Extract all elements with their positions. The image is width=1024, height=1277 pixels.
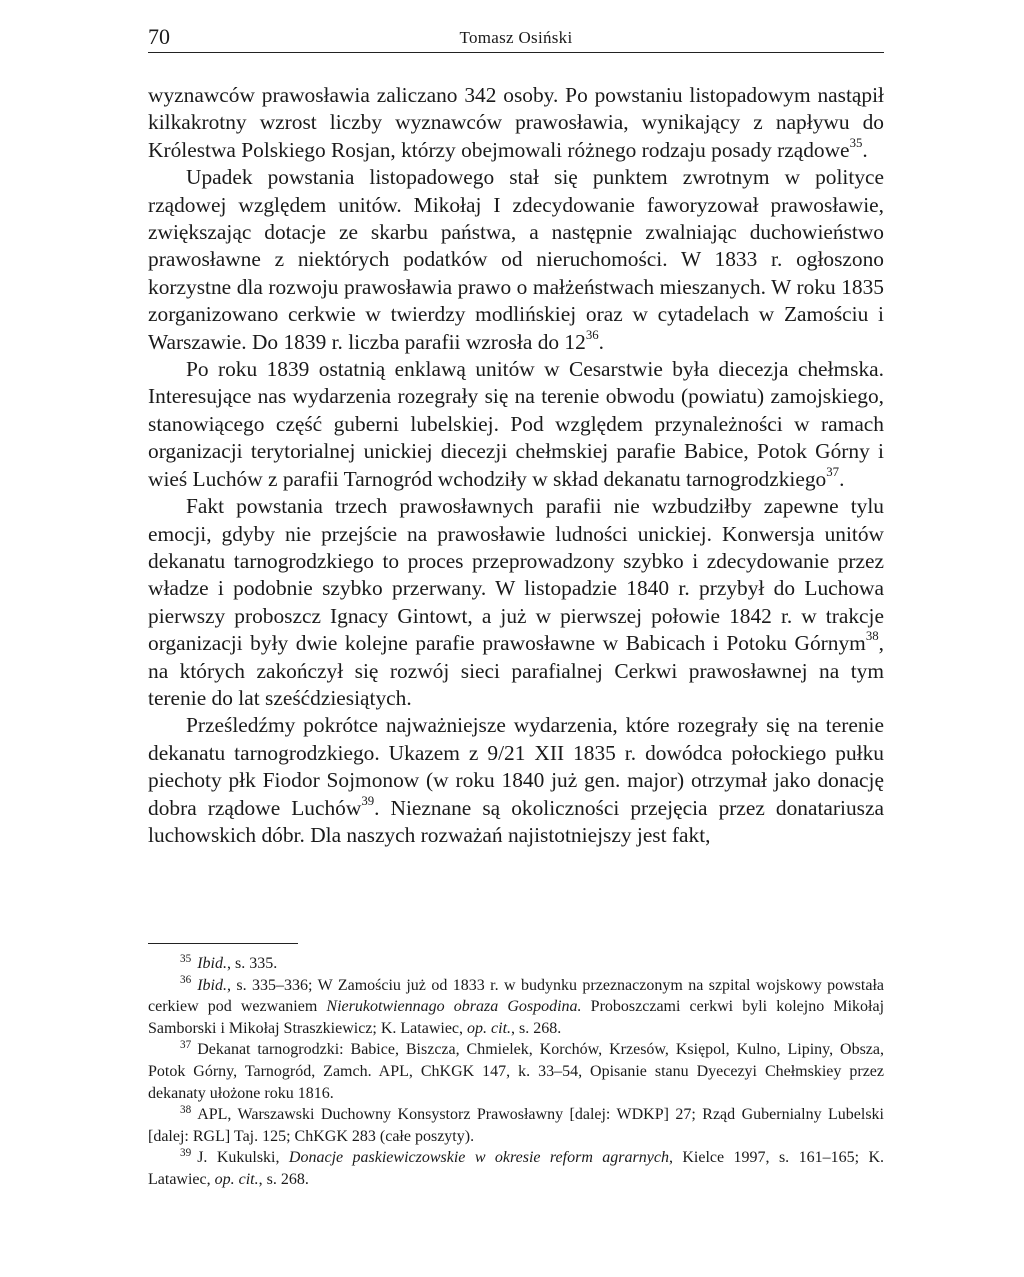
paragraph-text: , na których zakończył się rozwój sieci parafialnej Cerkwi prawosławnej na tym terenie do lat sześćdziesiątych.	[148, 631, 884, 710]
paragraph-text: Fakt powstania trzech prawosławnych parafii nie wzbudziłby zapewne tylu emocji, gdyby nie przejście na prawosławie ludności unickiej. Konwersja unitów dekanatu tarnogrodzkiego to proces przeprowadzony szybko i zdecydowanie przez władze i podobnie szybko przerwany. W listopadzie 1840 r. przybył do Luchowa pierwszy proboszcz Ignacy Gintowt, a już w pierwszej połowie 1842 r. w trakcje organizacji były dwie kolejne parafie prawosławne w Babicach i Potoku Górnym	[148, 494, 884, 656]
running-head: Tomasz Osiński	[459, 28, 573, 47]
footnote-text: Proboszczami cerkwi byli kolejno Mikołaj Samborski i Mikołaj Straszkiewicz; K. Latawiec,	[148, 998, 885, 1037]
footnote-ref: 39	[361, 793, 375, 808]
paragraph-text: Prześledźmy pokrótce najważniejsze wydarzenia, które rozegrały się na terenie dekanatu tarnogrodzkiego. Ukazem z 9/21 XII 1835 r. dowódca połockiego pułku piechoty płk Fiodor Sojmonow (w roku 1840 już gen. major) otrzymał jako donację dobra rządowe Luchów	[148, 713, 884, 820]
footnote	[148, 975, 884, 1040]
footnote-text: , Kielce 1997, s. 161–165; K. Latawiec,	[148, 1149, 885, 1188]
paragraph-text: .	[598, 329, 605, 354]
footnote-text: Dekanat tarnogrodzki: Babice, Biszcza, Chmielek, Korchów, Krzesów, Księpol, Kulno, Lipiny, Obsza, Potok Górny, Tarnogród, Zamch. APL, ChKGK 147, k. 33–54, Opisanie stanu Dyecezyi Chełmskiey przez dekanaty ułożone roku 1816.	[148, 1041, 884, 1102]
footnote-ref: 38	[865, 629, 879, 644]
footnote-text: , s. 268.	[511, 1019, 562, 1037]
main-text	[148, 82, 884, 849]
footnote-number: 38	[180, 1103, 192, 1116]
paragraph-text: .	[839, 466, 845, 491]
footnote-text: APL, Warszawski Duchowny Konsystorz Prawosławny [dalej: WDKP] 27; Rząd Gubernialny Lubelski [dalej: RGL] Taj. 125; ChKGK 283 (całe poszyty).	[148, 1106, 884, 1145]
footnote-italic: Donacje paskiewiczowskie w okresie reform agrarnych	[288, 1149, 669, 1167]
footnote-italic: op. cit.	[467, 1019, 512, 1037]
paragraph	[148, 712, 884, 849]
footnote-number: 36	[180, 974, 192, 987]
footnote-ref: 36	[585, 327, 599, 342]
footnote	[148, 953, 884, 975]
paragraph-text: Po roku 1839 ostatnią enklawą unitów w Cesarstwie była diecezja chełmska. Interesujące nas wydarzenia rozegrały się na terenie obwodu (powiatu) zamojskiego, stanowiącego część guberni lubelskiej. Pod względem przynależności w ramach organizacji terytorialnej unickiej diecezji chełmskiej parafie Babice, Potok Górny i wieś Luchów z parafii Tarnogród wchodziły w skład dekanatu tarnogrodzkiego	[148, 357, 884, 491]
footnote-ref: 35	[849, 135, 863, 150]
footnote-italic: Nierukotwiennago obraza Gospodina.	[326, 998, 582, 1016]
footnote	[148, 1147, 884, 1190]
footnote-text: J. Kukulski,	[197, 1149, 289, 1167]
footnotes	[148, 953, 884, 1191]
paragraph-text: Upadek powstania listopadowego stał się punktem zwrotnym w polityce rządowej względem unitów. Mikołaj I zdecydowanie faworyzował prawosławie, zwiększając dotacje ze skarbu państwa, a następnie zwalniając duchowieństwo prawosławne z niektórych podatków od nieruchomości. W 1833 r. ogłoszono korzystne dla rozwoju prawosławia prawo o małżeństwach mieszanych. W roku 1835 zorganizowano cerkwie w twierdzy modlińskiej oraz w cytadelach w Zamościu i Warszawie. Do 1839 r. liczba parafii wzrosła do 12	[148, 165, 884, 354]
footnote-number: 39	[180, 1147, 192, 1160]
page-header	[148, 26, 884, 53]
paragraph	[148, 164, 884, 356]
paragraph-text: .	[862, 137, 868, 162]
footnote	[148, 1039, 884, 1104]
footnote-separator	[148, 943, 298, 944]
footnote-number: 35	[180, 952, 192, 965]
paragraph-text: . Nieznane są okoliczności przejęcia przez donatariusza luchowskich dóbr. Dla naszych rozważań najistotniejszy jest fakt,	[148, 795, 884, 847]
footnote-italic: Ibid.	[197, 976, 227, 994]
footnote-number: 37	[180, 1039, 192, 1052]
paragraph-text: wyznawców prawosławia zaliczano 342 osoby. Po powstaniu listopadowym nastąpił kilkakrotny wzrost liczby wyznawców prawosławia, wynikający z napływu do Królestwa Polskiego Rosjan, którzy obejmowali różnego rodzaju posady rządowe	[148, 83, 884, 162]
footnote-ref: 37	[826, 464, 840, 479]
paragraph	[148, 356, 884, 493]
footnote-italic: op. cit.	[214, 1170, 259, 1188]
footnote	[148, 1104, 884, 1147]
footnote-text: , s. 335–336; W Zamościu już od 1833 r. w budynku przeznaczonym na szpital wojskowy powstała cerkiew pod wezwaniem	[148, 976, 884, 1016]
paragraph	[148, 82, 884, 164]
footnote-italic: Ibid.	[197, 955, 227, 972]
page-number: 70	[148, 24, 170, 49]
footnote-text: , s. 268.	[258, 1170, 309, 1188]
paragraph	[148, 493, 884, 712]
footnote-text: , s. 335.	[226, 955, 278, 972]
